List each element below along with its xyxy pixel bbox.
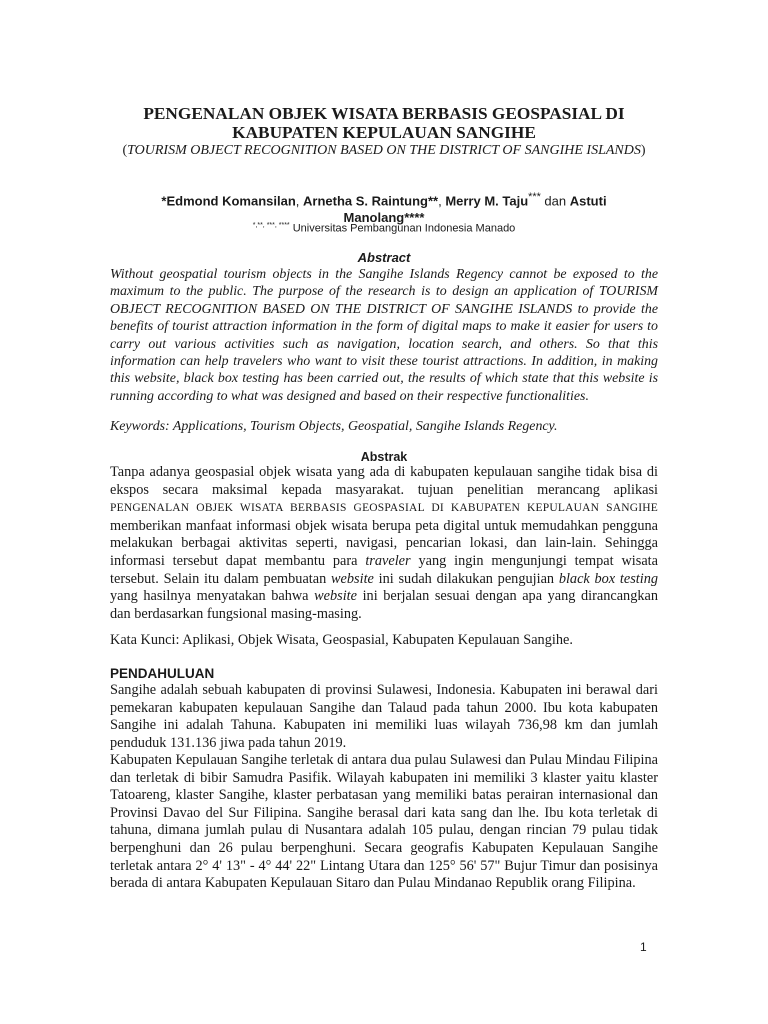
abstrak-term-black-box: black box testing <box>558 570 659 587</box>
abstrak-term-traveler: traveler <box>365 552 411 569</box>
paper-subtitle <box>110 143 658 159</box>
abstrak-text-1: Tanpa adanya geospasial objek wisata yang ada di kabupaten kepulauan sangihe tidak bisa di ekspos secara maksimal kepada masyarakat. tujuan penelitian merancang aplikasi <box>110 464 658 498</box>
author-4: Astuti Manolang**** <box>343 193 607 226</box>
abstrak-text-5: yang hasilnya menyatakan bahwa <box>110 588 315 605</box>
title-line-1: PENGENALAN OBJEK WISATA BERBASIS GEOSPASIAL DI <box>143 104 625 123</box>
abstrak-text-3: yang ingin mengunjungi tempat wisata tersebut. Selain itu dalam pembuatan <box>110 552 658 587</box>
author-1: *Edmond Komansilan <box>161 193 296 209</box>
subtitle-text: TOURISM OBJECT RECOGNITION BASED ON THE DISTRICT OF SANGIHE ISLANDS <box>127 143 641 158</box>
abstract-heading: Abstract <box>357 250 411 265</box>
abstrak-app-title: PENGENALAN OBJEK WISATA BERBASIS GEOSPASIAL DI KABUPATEN KEPULAUAN SANGIHE <box>110 502 658 515</box>
author-2: Arnetha S. Raintung** <box>303 193 439 209</box>
subtitle-open-paren: ( <box>122 143 128 158</box>
intro-paragraph-1: Sangihe adalah sebuah kabupaten di provinsi Sulawesi, Indonesia. Kabupaten ini berawal dari pemekaran kabupaten kepulauan Sangihe dan Talaud pada tahun 2000. Ibu kota kabupaten Sangihe ini adalah Tahuna. Kabupaten ini memiliki luas wilayah 736,98 km dan jumlah penduduk 131.136 jiwa pada tahun 2019. <box>110 682 658 751</box>
abstrak-keywords: Kata Kunci: Aplikasi, Objek Wisata, Geospasial, Kabupaten Kepulauan Sangihe. <box>110 632 573 648</box>
abstract-keywords: Keywords: Applications, Tourism Objects, Geospatial, Sangihe Islands Regency. <box>110 419 558 434</box>
author-separator: , <box>295 193 303 209</box>
intro-paragraph-2: Kabupaten Kepulauan Sangihe terletak di antara dua pulau Sulawesi dan Pulau Mindau Filipina dan terletak di bibir Samudra Pasifik. Wilayah kabupaten ini memiliki 3 klaster yaitu klaster Tatoareng, klaster Sangihe, klaster perbatasan yang memiliki batas perairan internasional dan Provinsi Davao del Sur Filipina. Sangihe berasal dari kata sang dan lhe. Ibu kota terletak di tahuna, dimana jumlah pulau di Nusantara adalah 105 pulau, dengan rincian 79 pulau tidak berpenghuni dan 26 pulau berpenghuni. Secara geografis Kabupaten Kepulauan Sangihe terletak antara 2° 4' 13" - 4° 44' 22" Lintang Utara dan 125° 56' 57" Bujur Timur dan posisinya berada di antara Kabupaten Kepulauan Sitaro dan Pulau Mindanao Republik orang Filipina. <box>110 752 658 892</box>
abstrak-text-4: ini sudah dilakukan pengujian <box>373 570 559 587</box>
affiliation-marks: *,**, ***, **** <box>252 222 290 229</box>
abstract-body: Without geospatial tourism objects in the Sangihe Islands Regency cannot be exposed to the maximum to the public. The purpose of the research is to design an application of TOURISM OBJECT RECOGNITION BASED ON THE DISTRICT OF SANGIHE ISLANDS to provide the benefits of tourist attraction information in the form of digital maps to make it easier for users to carry out various activities such as navigation, location search, and others. So that this information can help travelers who want to visit these tourist attractions. In addition, in making this website, black box testing has been carried out, the results of which state that this website is running according to what was designed and based on their respective functionalities. <box>110 267 658 404</box>
author-3: Merry M. Taju <box>445 193 529 209</box>
author-separator: dan <box>540 193 570 209</box>
section-heading-pendahuluan: PENDAHULUAN <box>110 666 215 681</box>
paper-title <box>100 104 668 142</box>
abstrak-body <box>110 464 658 623</box>
author-separator: , <box>438 193 446 209</box>
abstrak-text-6: ini berjalan sesuai dengan apa yang dirancangkan dan berdasarkan fungsional masing-masing. <box>110 588 658 622</box>
abstrak-term-website: website <box>331 570 374 587</box>
affiliation-name: Universitas Pembangunan Indonesia Manado <box>289 222 516 235</box>
abstrak-text-2: memberikan manfaat informasi objek wisata berupa peta digital untuk memudahkan pengguna melakukan berbagai aktivitas seperti, navigasi, pencarian lokasi, dan lain-lain. Sehingga informasi tersebut dapat membantu para <box>110 517 658 569</box>
subtitle-close-paren: ) <box>640 143 646 158</box>
affiliation <box>120 219 648 236</box>
abstrak-heading: Abstrak <box>360 450 408 464</box>
abstrak-term-website: website <box>314 588 357 605</box>
title-line-2: KABUPATEN KEPULAUAN SANGIHE <box>232 123 536 142</box>
page-number: 1 <box>640 940 647 954</box>
author-3-mark: *** <box>528 191 541 203</box>
